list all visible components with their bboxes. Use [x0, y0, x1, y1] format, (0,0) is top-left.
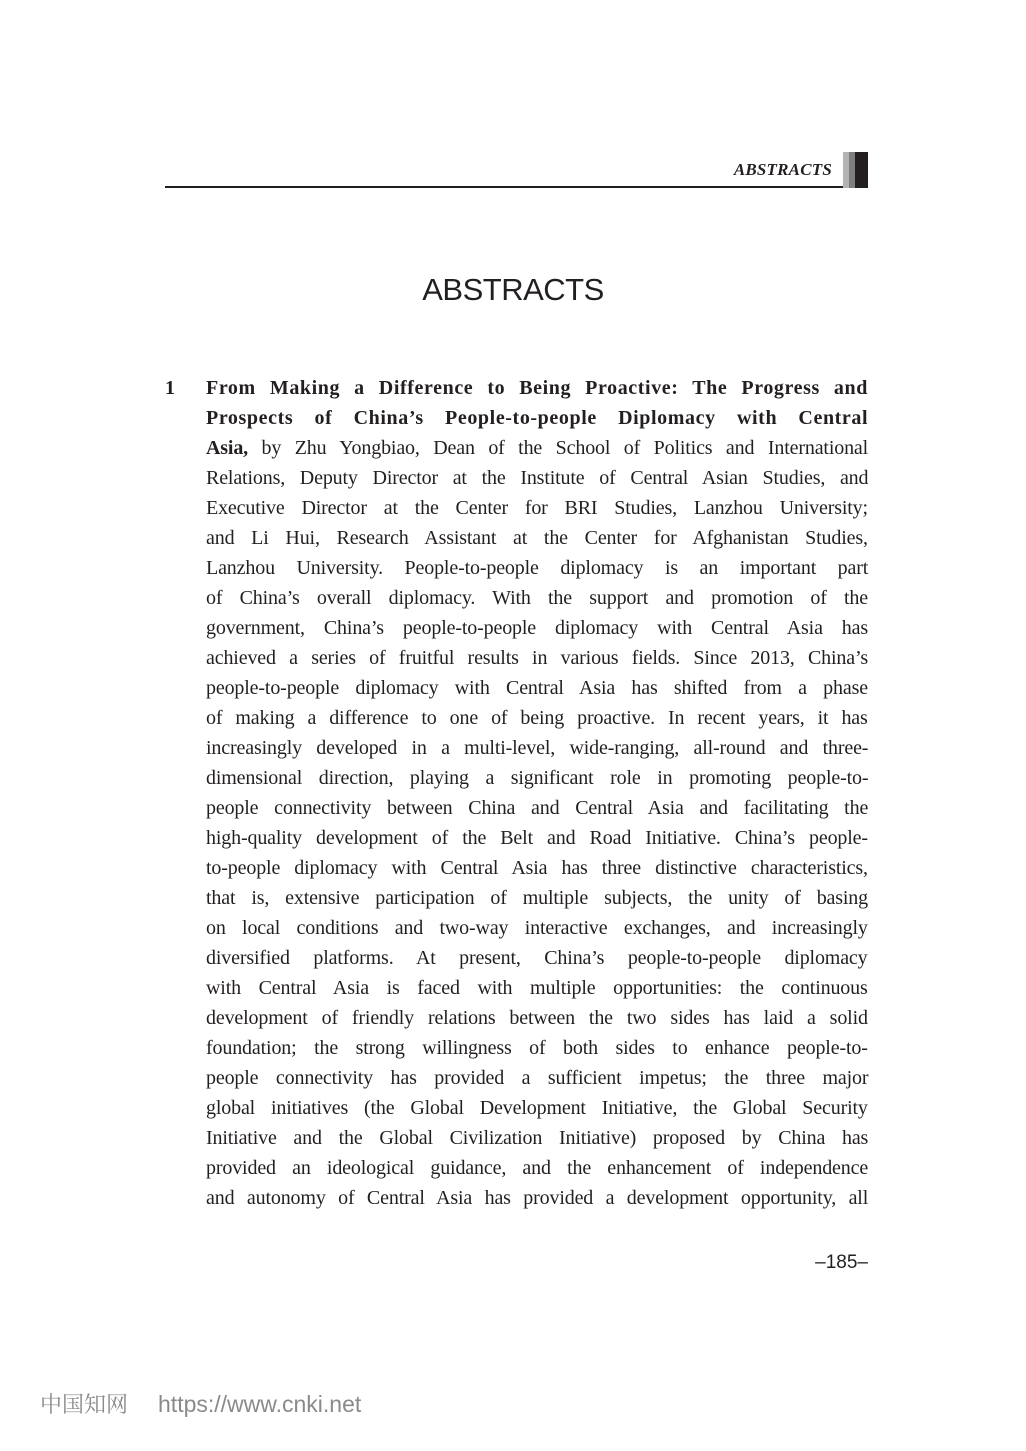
entry-body-text: Initiative and the Global Civilization Initiative) proposed by China has	[206, 1127, 869, 1149]
entry-body-text: to-people diplomacy with Central Asia has three distinctive characteristics,	[206, 857, 868, 879]
entry-line	[206, 1183, 868, 1213]
entry-number: 1	[165, 377, 175, 399]
entry-title-text: Asia,	[206, 437, 249, 459]
entry-line	[206, 943, 868, 973]
entry-line	[206, 373, 868, 403]
entry-body-text: high-quality development of the Belt and Road Initiative. China’s people-	[206, 827, 868, 849]
entry-title-text: Prospects of China’s People-to-people Diplomacy with Central	[206, 407, 869, 429]
entry-body-text: provided an ideological guidance, and the enhancement of independence	[206, 1157, 869, 1179]
entry-line	[206, 1153, 868, 1183]
watermark	[40, 1388, 361, 1419]
entry-body-text: with Central Asia is faced with multiple opportunities: the continuous	[206, 977, 868, 999]
entry-body-text: Relations, Deputy Director at the Institute of Central Asian Studies, and	[206, 467, 869, 489]
entry-line	[206, 1123, 868, 1153]
entry-line	[206, 1003, 868, 1033]
entry-body-text: and autonomy of Central Asia has provided a development opportunity, all	[206, 1187, 869, 1209]
running-header	[165, 152, 868, 188]
entry-line	[206, 523, 868, 553]
entry-body-text: of making a difference to one of being proactive. In recent years, it has	[206, 707, 868, 729]
entry-body	[206, 373, 868, 1213]
header-decorative-bars	[843, 152, 868, 188]
entry-body-text: that is, extensive participation of multiple subjects, the unity of basing	[206, 887, 869, 909]
entry-body-text: development of friendly relations between the two sides has laid a solid	[206, 1007, 868, 1029]
entry-body-text: Lanzhou University. People-to-people diplomacy is an important part	[206, 557, 869, 579]
entry-body-text: on local conditions and two-way interactive exchanges, and increasingly	[206, 917, 868, 939]
entry-line	[206, 913, 868, 943]
entry-line	[206, 823, 868, 853]
entry-line	[206, 583, 868, 613]
entry-body-text: people connectivity has provided a sufficient impetus; the three major	[206, 1067, 869, 1089]
entry-line	[206, 763, 868, 793]
entry-body-text: by Zhu Yongbiao, Dean of the School of Politics and International	[248, 437, 869, 459]
entry-body-text: increasingly developed in a multi-level, wide-ranging, all-round and three-	[206, 737, 869, 759]
entry-body-text: achieved a series of fruitful results in various fields. Since 2013, China’s	[206, 647, 869, 669]
entry-body-text: dimensional direction, playing a significant role in promoting people-to-	[206, 767, 869, 789]
entry-line	[206, 643, 868, 673]
entry-body-text: global initiatives (the Global Development Initiative, the Global Security	[206, 1097, 868, 1119]
entry-line	[206, 493, 868, 523]
running-header-title: ABSTRACTS	[733, 160, 832, 179]
watermark-url[interactable]: https://www.cnki.net	[158, 1391, 362, 1417]
entry-body-text: and Li Hui, Research Assistant at the Center for Afghanistan Studies,	[206, 527, 868, 549]
entry-line	[206, 793, 868, 823]
entry-title-text: From Making a Difference to Being Proactive: The Progress and	[206, 377, 868, 399]
page-title: ABSTRACTS	[422, 272, 604, 307]
entry-line	[206, 1033, 868, 1063]
entry-line	[206, 883, 868, 913]
entry-line	[206, 1063, 868, 1093]
entry-body-text: people-to-people diplomacy with Central Asia has shifted from a phase	[206, 677, 868, 699]
entry-line	[206, 703, 868, 733]
header-bar-dark	[855, 152, 868, 188]
entry-body-text: people connectivity between China and Central Asia and facilitating the	[206, 797, 869, 819]
entry-body-text: of China’s overall diplomacy. With the support and promotion of the	[206, 587, 868, 609]
entry-body-text: Executive Director at the Center for BRI Studies, Lanzhou University;	[206, 497, 868, 519]
entry-body-text: government, China’s people-to-people diplomacy with Central Asia has	[206, 617, 869, 639]
entry-line	[206, 433, 868, 463]
entry-line	[206, 613, 868, 643]
entry-line	[206, 1093, 868, 1123]
entry-body-text: diversified platforms. At present, China’s people-to-people diplomacy	[206, 947, 868, 969]
page-number: –185–	[815, 1252, 868, 1273]
watermark-brand: 中国知网	[40, 1393, 129, 1418]
entry-line	[206, 403, 868, 433]
entry-line	[206, 973, 868, 1003]
entry-body-text: foundation; the strong willingness of both sides to enhance people-to-	[206, 1037, 868, 1059]
entry-line	[206, 733, 868, 763]
entry-line	[206, 673, 868, 703]
entry-line	[206, 553, 868, 583]
entry-line	[206, 853, 868, 883]
header-rule	[165, 186, 855, 188]
entry-line	[206, 463, 868, 493]
